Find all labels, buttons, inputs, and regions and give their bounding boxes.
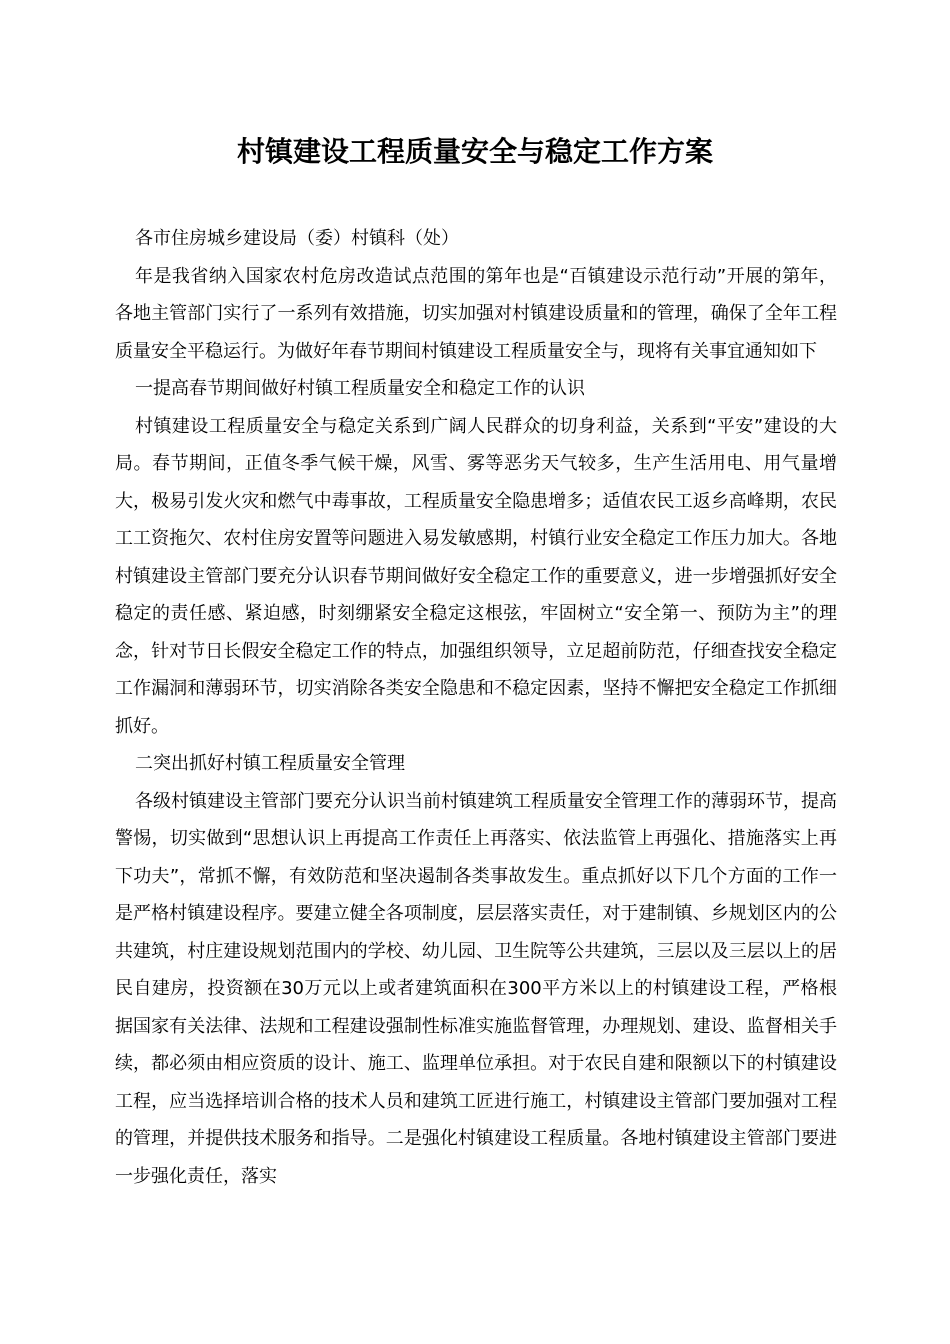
- intro-paragraph: 年是我省纳入国家农村危房改造试点范围的第年也是“百镇建设示范行动”开展的第年，各地主管部门实行了一系列有效措施，切实加强对村镇建设质量和的管理，确保了全年工程质量安全平稳运行。为做好年春节期间村镇建设工程质量安全与，现将有关事宜通知如下: [115, 265, 837, 362]
- document-title: 村镇建设工程质量安全与稳定工作方案: [236, 135, 713, 168]
- section-heading-2: 二突出抓好村镇工程质量安全管理: [135, 753, 405, 774]
- section-1-paragraph: 村镇建设工程质量安全与稳定关系到广阔人民群众的切身利益，关系到“平安”建设的大局。春节期间，正值冬季气候干燥，风雪、雾等恶劣天气较多，生产生活用电、用气量增大，极易引发火灾和燃气中毒事故，工程质量安全隐患增多；适值农民工返乡高峰期，农民工工资拖欠、农村住房安置等问题进入易发敏感期，村镇行业安全稳定工作压力加大。各地村镇建设主管部门要充分认识春节期间做好安全稳定工作的重要意义，进一步增强抓好安全稳定的责任感、紧迫感，时刻绷紧安全稳定这根弦，牢固树立“安全第一、预防为主”的理念，针对节日长假安全稳定工作的特点，加强组织领导，立足超前防范，仔细查找安全稳定工作漏洞和薄弱环节，切实消除各类安全隐患和不稳定因素，坚持不懈把安全稳定工作抓细抓好。: [115, 415, 837, 737]
- section-2-paragraph: 各级村镇建设主管部门要充分认识当前村镇建筑工程质量安全管理工作的薄弱环节，提高警惕，切实做到“思想认识上再提高工作责任上再落实、依法监管上再强化、措施落实上再下功夫”，常抓不懈，有效防范和坚决遏制各类事故发生。重点抓好以下几个方面的工作一是严格村镇建设程序。要建立健全各项制度，层层落实责任，对于建制镇、乡规划区内的公共建筑，村庄建设规划范围内的学校、幼儿园、卫生院等公共建筑，三层以及三层以上的居民自建房，投资额在30万元以上或者建筑面积在300平方米以上的村镇建设工程，严格根据国家有关法律、法规和工程建设强制性标准实施监督管理，办理规划、建设、监督相关手续，都必须由相应资质的设计、施工、监理单位承担。对于农民自建和限额以下的村镇建设工程，应当选择培训合格的技术人员和建筑工匠进行施工，村镇建设主管部门要加强对工程的管理，并提供技术服务和指导。二是强化村镇建设工程质量。各地村镇建设主管部门要进一步强化责任，落实: [115, 790, 837, 1187]
- section-heading-1: 一提高春节期间做好村镇工程质量安全和稳定工作的认识: [135, 378, 585, 399]
- addressee-line: 各市住房城乡建设局（委）村镇科（处）: [135, 228, 459, 249]
- document-body: [115, 220, 837, 1195]
